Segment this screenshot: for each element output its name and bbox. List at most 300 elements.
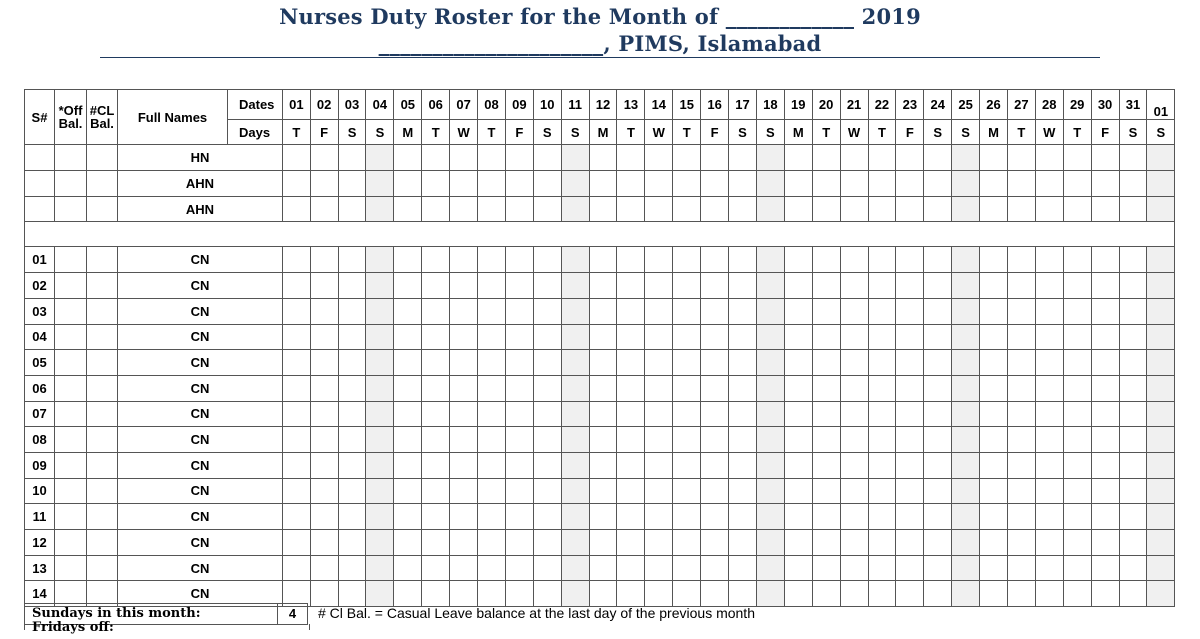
duty-cell[interactable]: [952, 247, 980, 273]
duty-cell[interactable]: [505, 298, 533, 324]
duty-cell[interactable]: [1035, 401, 1063, 427]
duty-cell[interactable]: [617, 350, 645, 376]
duty-cell[interactable]: [617, 196, 645, 222]
duty-cell[interactable]: [394, 504, 422, 530]
duty-cell[interactable]: [868, 401, 896, 427]
duty-cell[interactable]: [729, 350, 757, 376]
duty-cell[interactable]: [868, 247, 896, 273]
duty-cell[interactable]: [561, 427, 589, 453]
duty-cell[interactable]: [701, 324, 729, 350]
duty-cell[interactable]: [729, 427, 757, 453]
duty-cell[interactable]: [1007, 324, 1035, 350]
duty-cell[interactable]: [729, 401, 757, 427]
duty-cell[interactable]: [868, 145, 896, 171]
duty-cell[interactable]: [1147, 375, 1175, 401]
duty-cell[interactable]: [840, 452, 868, 478]
duty-cell[interactable]: [924, 452, 952, 478]
duty-cell[interactable]: [422, 401, 450, 427]
duty-cell[interactable]: [338, 298, 366, 324]
duty-cell[interactable]: [924, 273, 952, 299]
duty-cell[interactable]: [812, 324, 840, 350]
duty-cell[interactable]: [617, 375, 645, 401]
duty-cell[interactable]: [1063, 452, 1091, 478]
duty-cell[interactable]: [1035, 555, 1063, 581]
duty-cell[interactable]: [394, 530, 422, 556]
duty-cell[interactable]: [812, 530, 840, 556]
duty-cell[interactable]: [478, 350, 506, 376]
duty-cell[interactable]: [896, 427, 924, 453]
duty-cell[interactable]: [729, 581, 757, 607]
duty-cell[interactable]: [450, 478, 478, 504]
cl-balance-cell[interactable]: [87, 324, 118, 350]
duty-cell[interactable]: [1035, 581, 1063, 607]
duty-cell[interactable]: [617, 273, 645, 299]
duty-cell[interactable]: [366, 273, 394, 299]
duty-cell[interactable]: [283, 427, 311, 453]
duty-cell[interactable]: [310, 530, 338, 556]
duty-cell[interactable]: [868, 478, 896, 504]
duty-cell[interactable]: [729, 273, 757, 299]
duty-cell[interactable]: [422, 350, 450, 376]
duty-cell[interactable]: [338, 581, 366, 607]
duty-cell[interactable]: [868, 375, 896, 401]
off-balance-cell[interactable]: [55, 452, 87, 478]
duty-cell[interactable]: [394, 452, 422, 478]
duty-cell[interactable]: [1091, 401, 1119, 427]
cl-balance-cell[interactable]: [87, 555, 118, 581]
duty-cell[interactable]: [617, 324, 645, 350]
duty-cell[interactable]: [729, 555, 757, 581]
duty-cell[interactable]: [422, 478, 450, 504]
duty-cell[interactable]: [812, 478, 840, 504]
duty-cell[interactable]: [673, 478, 701, 504]
duty-cell[interactable]: [924, 247, 952, 273]
duty-cell[interactable]: [338, 324, 366, 350]
duty-cell[interactable]: [701, 145, 729, 171]
duty-cell[interactable]: [1147, 145, 1175, 171]
off-balance-cell[interactable]: [55, 555, 87, 581]
duty-cell[interactable]: [840, 145, 868, 171]
duty-cell[interactable]: [617, 427, 645, 453]
duty-cell[interactable]: [310, 171, 338, 197]
duty-cell[interactable]: [1091, 452, 1119, 478]
duty-cell[interactable]: [366, 298, 394, 324]
duty-cell[interactable]: [645, 375, 673, 401]
off-balance-cell[interactable]: [55, 401, 87, 427]
duty-cell[interactable]: [756, 273, 784, 299]
duty-cell[interactable]: [283, 401, 311, 427]
duty-cell[interactable]: [924, 581, 952, 607]
duty-cell[interactable]: [1119, 298, 1147, 324]
duty-cell[interactable]: [283, 145, 311, 171]
duty-cell[interactable]: [924, 171, 952, 197]
duty-cell[interactable]: [729, 247, 757, 273]
duty-cell[interactable]: [366, 478, 394, 504]
duty-cell[interactable]: [868, 324, 896, 350]
duty-cell[interactable]: [283, 247, 311, 273]
duty-cell[interactable]: [924, 478, 952, 504]
cl-balance-cell[interactable]: [87, 478, 118, 504]
duty-cell[interactable]: [478, 273, 506, 299]
duty-cell[interactable]: [478, 555, 506, 581]
duty-cell[interactable]: [1119, 350, 1147, 376]
duty-cell[interactable]: [645, 298, 673, 324]
duty-cell[interactable]: [450, 530, 478, 556]
duty-cell[interactable]: [868, 530, 896, 556]
duty-cell[interactable]: [1091, 171, 1119, 197]
duty-cell[interactable]: [868, 504, 896, 530]
duty-cell[interactable]: [868, 196, 896, 222]
duty-cell[interactable]: [450, 504, 478, 530]
duty-cell[interactable]: [980, 530, 1008, 556]
duty-cell[interactable]: [896, 247, 924, 273]
duty-cell[interactable]: [812, 555, 840, 581]
duty-cell[interactable]: [478, 452, 506, 478]
duty-cell[interactable]: [1035, 298, 1063, 324]
duty-cell[interactable]: [812, 298, 840, 324]
duty-cell[interactable]: [645, 145, 673, 171]
duty-cell[interactable]: [868, 581, 896, 607]
duty-cell[interactable]: [924, 401, 952, 427]
duty-cell[interactable]: [673, 350, 701, 376]
duty-cell[interactable]: [478, 427, 506, 453]
duty-cell[interactable]: [701, 581, 729, 607]
duty-cell[interactable]: [896, 555, 924, 581]
duty-cell[interactable]: [673, 324, 701, 350]
duty-cell[interactable]: [645, 581, 673, 607]
duty-cell[interactable]: [505, 196, 533, 222]
duty-cell[interactable]: [952, 452, 980, 478]
duty-cell[interactable]: [673, 196, 701, 222]
duty-cell[interactable]: [784, 247, 812, 273]
off-balance-cell[interactable]: [55, 273, 87, 299]
duty-cell[interactable]: [1007, 375, 1035, 401]
duty-cell[interactable]: [1007, 452, 1035, 478]
duty-cell[interactable]: [561, 324, 589, 350]
duty-cell[interactable]: [617, 145, 645, 171]
duty-cell[interactable]: [422, 324, 450, 350]
duty-cell[interactable]: [1063, 375, 1091, 401]
duty-cell[interactable]: [840, 478, 868, 504]
duty-cell[interactable]: [450, 581, 478, 607]
duty-cell[interactable]: [589, 196, 617, 222]
duty-cell[interactable]: [1119, 324, 1147, 350]
duty-cell[interactable]: [283, 504, 311, 530]
duty-cell[interactable]: [533, 145, 561, 171]
duty-cell[interactable]: [840, 427, 868, 453]
duty-cell[interactable]: [812, 581, 840, 607]
duty-cell[interactable]: [478, 581, 506, 607]
duty-cell[interactable]: [478, 196, 506, 222]
duty-cell[interactable]: [729, 478, 757, 504]
duty-cell[interactable]: [729, 171, 757, 197]
duty-cell[interactable]: [1007, 273, 1035, 299]
duty-cell[interactable]: [1119, 478, 1147, 504]
duty-cell[interactable]: [1063, 324, 1091, 350]
duty-cell[interactable]: [980, 145, 1008, 171]
duty-cell[interactable]: [1091, 504, 1119, 530]
duty-cell[interactable]: [840, 350, 868, 376]
duty-cell[interactable]: [980, 555, 1008, 581]
duty-cell[interactable]: [589, 530, 617, 556]
duty-cell[interactable]: [645, 273, 673, 299]
duty-cell[interactable]: [812, 504, 840, 530]
duty-cell[interactable]: [422, 273, 450, 299]
duty-cell[interactable]: [952, 555, 980, 581]
duty-cell[interactable]: [1091, 273, 1119, 299]
duty-cell[interactable]: [422, 145, 450, 171]
duty-cell[interactable]: [366, 145, 394, 171]
cl-balance-cell[interactable]: [87, 401, 118, 427]
duty-cell[interactable]: [980, 401, 1008, 427]
cl-balance-cell[interactable]: [87, 273, 118, 299]
duty-cell[interactable]: [1119, 530, 1147, 556]
duty-cell[interactable]: [729, 375, 757, 401]
duty-cell[interactable]: [310, 298, 338, 324]
duty-cell[interactable]: [617, 247, 645, 273]
duty-cell[interactable]: [1147, 555, 1175, 581]
duty-cell[interactable]: [840, 273, 868, 299]
duty-cell[interactable]: [924, 350, 952, 376]
duty-cell[interactable]: [394, 324, 422, 350]
duty-cell[interactable]: [366, 247, 394, 273]
off-balance-cell[interactable]: [55, 530, 87, 556]
duty-cell[interactable]: [784, 555, 812, 581]
duty-cell[interactable]: [812, 247, 840, 273]
duty-cell[interactable]: [896, 196, 924, 222]
duty-cell[interactable]: [589, 298, 617, 324]
duty-cell[interactable]: [812, 273, 840, 299]
duty-cell[interactable]: [589, 145, 617, 171]
duty-cell[interactable]: [422, 452, 450, 478]
duty-cell[interactable]: [366, 375, 394, 401]
duty-cell[interactable]: [422, 196, 450, 222]
duty-cell[interactable]: [673, 401, 701, 427]
duty-cell[interactable]: [1035, 530, 1063, 556]
duty-cell[interactable]: [924, 375, 952, 401]
duty-cell[interactable]: [645, 530, 673, 556]
duty-cell[interactable]: [310, 478, 338, 504]
duty-cell[interactable]: [505, 324, 533, 350]
duty-cell[interactable]: [1063, 145, 1091, 171]
duty-cell[interactable]: [784, 375, 812, 401]
duty-cell[interactable]: [701, 504, 729, 530]
duty-cell[interactable]: [1063, 555, 1091, 581]
duty-cell[interactable]: [589, 247, 617, 273]
duty-cell[interactable]: [394, 401, 422, 427]
duty-cell[interactable]: [589, 401, 617, 427]
duty-cell[interactable]: [673, 171, 701, 197]
duty-cell[interactable]: [505, 530, 533, 556]
duty-cell[interactable]: [673, 427, 701, 453]
duty-cell[interactable]: [980, 504, 1008, 530]
duty-cell[interactable]: [812, 375, 840, 401]
duty-cell[interactable]: [701, 196, 729, 222]
duty-cell[interactable]: [422, 427, 450, 453]
duty-cell[interactable]: [394, 247, 422, 273]
duty-cell[interactable]: [812, 427, 840, 453]
duty-cell[interactable]: [478, 171, 506, 197]
duty-cell[interactable]: [729, 504, 757, 530]
cl-balance-cell[interactable]: [87, 145, 118, 171]
duty-cell[interactable]: [478, 530, 506, 556]
duty-cell[interactable]: [366, 530, 394, 556]
duty-cell[interactable]: [505, 555, 533, 581]
duty-cell[interactable]: [784, 350, 812, 376]
duty-cell[interactable]: [1091, 530, 1119, 556]
duty-cell[interactable]: [450, 427, 478, 453]
duty-cell[interactable]: [645, 350, 673, 376]
duty-cell[interactable]: [840, 581, 868, 607]
duty-cell[interactable]: [589, 273, 617, 299]
duty-cell[interactable]: [310, 504, 338, 530]
duty-cell[interactable]: [952, 324, 980, 350]
duty-cell[interactable]: [338, 196, 366, 222]
duty-cell[interactable]: [283, 350, 311, 376]
duty-cell[interactable]: [1007, 504, 1035, 530]
duty-cell[interactable]: [338, 350, 366, 376]
duty-cell[interactable]: [338, 273, 366, 299]
duty-cell[interactable]: [952, 375, 980, 401]
duty-cell[interactable]: [896, 145, 924, 171]
duty-cell[interactable]: [840, 401, 868, 427]
duty-cell[interactable]: [505, 247, 533, 273]
duty-cell[interactable]: [952, 401, 980, 427]
duty-cell[interactable]: [422, 581, 450, 607]
duty-cell[interactable]: [896, 401, 924, 427]
duty-cell[interactable]: [673, 375, 701, 401]
duty-cell[interactable]: [394, 478, 422, 504]
duty-cell[interactable]: [533, 247, 561, 273]
duty-cell[interactable]: [366, 504, 394, 530]
duty-cell[interactable]: [952, 350, 980, 376]
duty-cell[interactable]: [1035, 247, 1063, 273]
duty-cell[interactable]: [896, 530, 924, 556]
duty-cell[interactable]: [729, 298, 757, 324]
duty-cell[interactable]: [366, 427, 394, 453]
duty-cell[interactable]: [478, 504, 506, 530]
duty-cell[interactable]: [952, 171, 980, 197]
duty-cell[interactable]: [784, 504, 812, 530]
duty-cell[interactable]: [589, 452, 617, 478]
duty-cell[interactable]: [1119, 375, 1147, 401]
duty-cell[interactable]: [896, 324, 924, 350]
duty-cell[interactable]: [505, 273, 533, 299]
duty-cell[interactable]: [673, 298, 701, 324]
duty-cell[interactable]: [1147, 196, 1175, 222]
duty-cell[interactable]: [812, 350, 840, 376]
duty-cell[interactable]: [924, 145, 952, 171]
duty-cell[interactable]: [283, 478, 311, 504]
duty-cell[interactable]: [1063, 298, 1091, 324]
duty-cell[interactable]: [1091, 324, 1119, 350]
duty-cell[interactable]: [561, 350, 589, 376]
duty-cell[interactable]: [394, 350, 422, 376]
duty-cell[interactable]: [868, 298, 896, 324]
duty-cell[interactable]: [283, 273, 311, 299]
duty-cell[interactable]: [561, 145, 589, 171]
duty-cell[interactable]: [533, 504, 561, 530]
duty-cell[interactable]: [1007, 247, 1035, 273]
duty-cell[interactable]: [310, 324, 338, 350]
duty-cell[interactable]: [924, 504, 952, 530]
duty-cell[interactable]: [1035, 452, 1063, 478]
duty-cell[interactable]: [896, 273, 924, 299]
duty-cell[interactable]: [338, 530, 366, 556]
duty-cell[interactable]: [1007, 427, 1035, 453]
duty-cell[interactable]: [896, 298, 924, 324]
duty-cell[interactable]: [1091, 427, 1119, 453]
off-balance-cell[interactable]: [55, 196, 87, 222]
duty-cell[interactable]: [756, 324, 784, 350]
duty-cell[interactable]: [394, 273, 422, 299]
duty-cell[interactable]: [617, 504, 645, 530]
duty-cell[interactable]: [980, 247, 1008, 273]
duty-cell[interactable]: [980, 478, 1008, 504]
duty-cell[interactable]: [896, 478, 924, 504]
duty-cell[interactable]: [952, 273, 980, 299]
off-balance-cell[interactable]: [55, 324, 87, 350]
off-balance-cell[interactable]: [55, 247, 87, 273]
duty-cell[interactable]: [980, 273, 1008, 299]
duty-cell[interactable]: [756, 375, 784, 401]
duty-cell[interactable]: [1063, 196, 1091, 222]
duty-cell[interactable]: [784, 171, 812, 197]
duty-cell[interactable]: [366, 171, 394, 197]
duty-cell[interactable]: [561, 171, 589, 197]
duty-cell[interactable]: [338, 247, 366, 273]
duty-cell[interactable]: [840, 375, 868, 401]
duty-cell[interactable]: [784, 196, 812, 222]
duty-cell[interactable]: [450, 401, 478, 427]
duty-cell[interactable]: [840, 196, 868, 222]
off-balance-cell[interactable]: [55, 504, 87, 530]
duty-cell[interactable]: [283, 298, 311, 324]
duty-cell[interactable]: [1147, 171, 1175, 197]
duty-cell[interactable]: [1147, 581, 1175, 607]
off-balance-cell[interactable]: [55, 350, 87, 376]
duty-cell[interactable]: [924, 427, 952, 453]
duty-cell[interactable]: [756, 350, 784, 376]
duty-cell[interactable]: [1147, 273, 1175, 299]
duty-cell[interactable]: [1007, 581, 1035, 607]
duty-cell[interactable]: [422, 247, 450, 273]
duty-cell[interactable]: [1007, 530, 1035, 556]
duty-cell[interactable]: [422, 504, 450, 530]
duty-cell[interactable]: [505, 452, 533, 478]
duty-cell[interactable]: [701, 427, 729, 453]
off-balance-cell[interactable]: [55, 145, 87, 171]
duty-cell[interactable]: [310, 555, 338, 581]
duty-cell[interactable]: [784, 452, 812, 478]
duty-cell[interactable]: [478, 145, 506, 171]
duty-cell[interactable]: [589, 350, 617, 376]
duty-cell[interactable]: [729, 324, 757, 350]
duty-cell[interactable]: [840, 504, 868, 530]
duty-cell[interactable]: [366, 350, 394, 376]
duty-cell[interactable]: [533, 581, 561, 607]
duty-cell[interactable]: [394, 196, 422, 222]
duty-cell[interactable]: [645, 427, 673, 453]
duty-cell[interactable]: [1035, 324, 1063, 350]
duty-cell[interactable]: [422, 375, 450, 401]
duty-cell[interactable]: [952, 478, 980, 504]
duty-cell[interactable]: [561, 478, 589, 504]
duty-cell[interactable]: [450, 350, 478, 376]
duty-cell[interactable]: [701, 350, 729, 376]
duty-cell[interactable]: [1035, 273, 1063, 299]
duty-cell[interactable]: [310, 350, 338, 376]
